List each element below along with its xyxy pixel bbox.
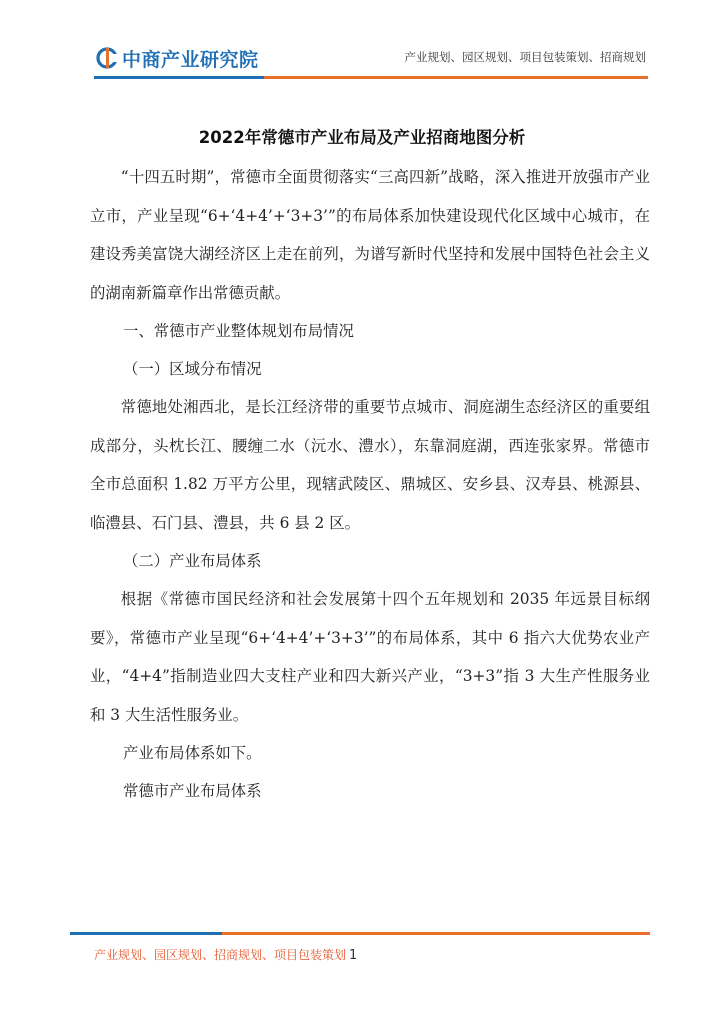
logo	[96, 44, 259, 72]
footer-rule-orange	[222, 932, 650, 935]
footer-rule-blue	[70, 932, 222, 935]
page-footer	[94, 946, 357, 963]
paragraph-industry-layout: 根据《常德市国民经济和社会发展第十四个五年规划和 2035 年远景目标纲要》，常德市产业呈现“6+‘4+4’+‘3+3’”的布局体系，其中 6 指六大优势农业产业，“4+4”指制造业四大支柱产业和四大新兴产业，“3+3”指 3 大生产性服务业和 3 大生活性服务业。	[90, 590, 650, 724]
paragraph-region: 常德地处湘西北，是长江经济带的重要节点城市、洞庭湖生态经济区的重要组成部分，头枕长江、腰缠二水（沅水、澧水），东靠洞庭湖，西连张家界。常德市全市总面积 1.82 万平方公里，现辖武陵区、鼎城区、安乡县、汉寿县、桃源县、临澧县、石门县、澧县，共 6 县 2 区。	[90, 398, 650, 532]
footer-text: 产业规划、园区规划、招商规划、项目包装策划	[94, 948, 347, 962]
section-heading-1: 一、常德市产业整体规划布局情况	[123, 322, 354, 340]
header-rule-blue	[94, 76, 264, 79]
subsection-heading-2: （二）产业布局体系	[123, 552, 262, 570]
header-rule-orange	[264, 76, 648, 79]
page-number: 1	[349, 948, 358, 963]
paragraph-intro: “十四五时期”，常德市全面贯彻落实“三高四新”战略，深入推进开放强市产业立市，产业呈现“6+‘4+4’+‘3+3’”的布局体系加快建设现代化区域中心城市，在建设秀美富饶大湖经济区上走在前列，为谱写新时代坚持和发展中国特色社会主义的湖南新篇章作出常德贡献。	[90, 168, 650, 302]
page-header	[0, 0, 724, 80]
document-title: 2022年常德市产业布局及产业招商地图分析	[198, 128, 526, 147]
header-tagline: 产业规划、园区规划、项目包装策划、招商规划	[404, 50, 646, 64]
logo-icon	[96, 47, 118, 69]
paragraph-layout-intro: 产业布局体系如下。	[123, 744, 262, 762]
logo-text: 中商产业研究院	[122, 48, 259, 71]
figure-caption: 常德市产业布局体系	[123, 782, 262, 800]
subsection-heading-1: （一）区域分布情况	[123, 360, 262, 378]
